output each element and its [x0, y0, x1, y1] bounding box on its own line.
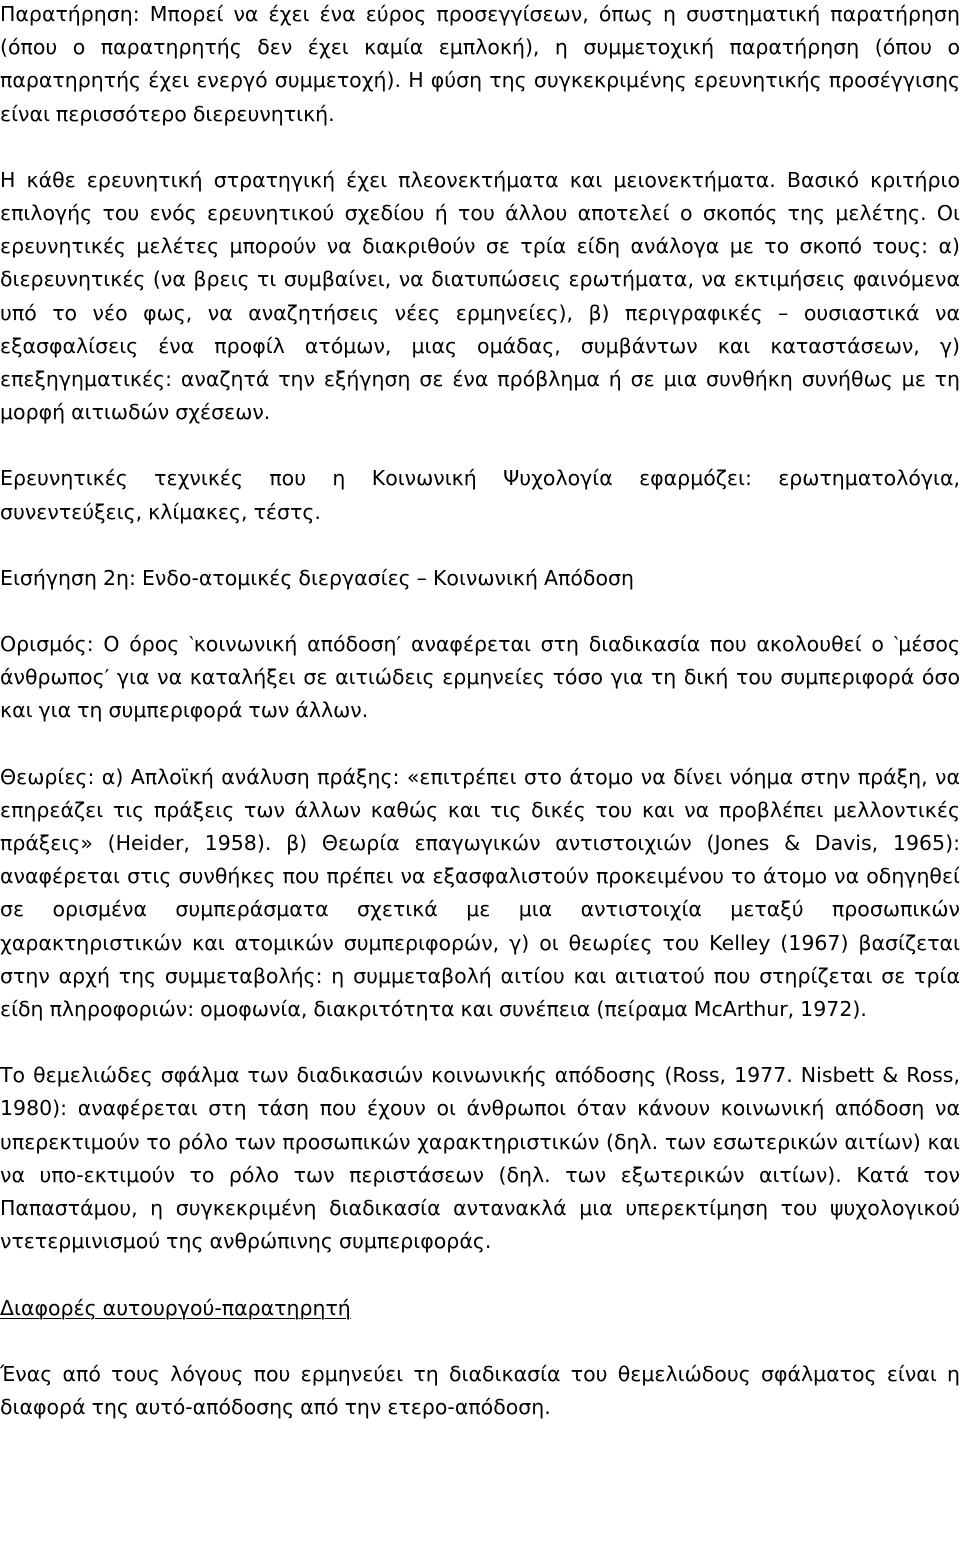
paragraph-definition: Ορισμός: Ο όρος ‵κοινωνική απόδοση′ αναφέρεται στη διαδικασία που ακολουθεί ο ‵μέσος άνθρωπος′ για να καταλήξει σε αιτιώδεις ερμηνείες τόσο για τη δική του συμπεριφορά όσο και για τη συμπεριφορά των άλλων. [0, 632, 960, 723]
paragraph-research-strategy: Η κάθε ερευνητική στρατηγική έχει πλεονεκτήματα και μειονεκτήματα. Βασικό κριτήριο επιλογής του ενός ερευνητικού σχεδίου ή του άλλου αποτελεί ο σκοπός της μελέτης. Οι ερευνητικές μελέτες μπορούν να διακριθούν σε τρία είδη ανάλογα με το σκοπό τους: α) διερευνητικές (να βρεις τι συμβαίνει, να διατυπώσεις ερωτήματα, να εκτιμήσεις φαινόμενα υπό το νέο φως, να αναζητήσεις νέες ερμηνείες), β) περιγραφικές – ουσιαστικά να εξασφαλίσεις ένα προφίλ ατόμων, μιας ομάδας, συμβάντων και καταστάσεων, γ) επεξηγηματικές: αναζητά την εξήγηση σε ένα πρόβλημα ή σε μια συνθήκη συνήθως με τη μορφή αιτιωδών σχέσεων. [0, 167, 960, 425]
paragraph-theories: Θεωρίες: α) Απλοϊκή ανάλυση πράξης: «επιτρέπει στο άτομο να δίνει νόημα στην πράξη, να επηρεάζει τις πράξεις των άλλων καθώς και τις δικές του και να προβλέπει μελλοντικές πράξεις» (Heider, 1958). β) Θεωρία επαγωγικών αντιστοιχιών (Jones & Davis, 1965): αναφέρεται στις συνθήκες που πρέπει να εξασφαλιστούν προκειμένου το άτομο να οδηγηθεί σε ορισμένα συμπεράσματα σχετικά με μια αντιστοιχία μεταξύ προσωπικών χαρακτηριστικών και ατομικών συμπεριφορών, γ) οι θεωρίες του Kelley (1967) βασίζεται στην αρχή της συμμεταβολής: η συμμεταβολή αιτίου και αιτιατού που στηρίζεται σε τρία είδη πληροφοριών: ομοφωνία, διακριτότητα και συνέπεια (πείραμα McArthur, 1972). [0, 764, 960, 1022]
paragraph-fundamental-error: Το θεμελιώδες σφάλμα των διαδικασιών κοινωνικής απόδοσης (Ross, 1977. Nisbett & Ross, 1980): αναφέρεται στη τάση που έχουν οι άνθρωποι όταν κάνουν κοινωνική απόδοση να υπερεκτιμούν το ρόλο των προσωπικών χαρακτηριστικών (δηλ. των εσωτερικών αιτίων) και να υπο-εκτιμούν το ρόλο των περιστάσεων (δηλ. των εξωτερικών αιτίων). Κατά τον Παπαστάμου, η συγκεκριμένη διαδικασία αντανακλά μια υπερεκτίμηση του ψυχολογικού ντετερμινισμού της ανθρώπινης συμπεριφοράς. [0, 1063, 960, 1254]
underlined-heading-text: Διαφορές αυτουργού-παρατηρητή [0, 1295, 351, 1320]
paragraph-research-techniques: Ερευνητικές τεχνικές που η Κοινωνική Ψυχολογία εφαρμόζει: ερωτηματολόγια, συνεντεύξεις, κλίμακες, τέστς. [0, 466, 960, 524]
section-heading-social-attribution: Εισήγηση 2η: Ενδο-ατομικές διεργασίες – Κοινωνική Απόδοση [0, 565, 634, 590]
section-heading-actor-observer [0, 1292, 960, 1325]
paragraph-observation: Παρατήρηση: Μπορεί να έχει ένα εύρος προσεγγίσεων, όπως η συστηματική παρατήρηση (όπου ο παρατηρητής δεν έχει καμία εμπλοκή), η συμμετοχική παρατήρηση (όπου ο παρατηρητής έχει ενεργό συμμετοχή). Η φύση της συγκεκριμένης ερευνητικής προσέγγισης είναι περισσότερο διερευνητική. [0, 2, 960, 126]
paragraph-actor-observer: Ένας από τους λόγους που ερμηνεύει τη διαδικασία του θεμελιώδους σφάλματος είναι η διαφορά της αυτό-απόδοσης από την ετερο-απόδοση. [0, 1361, 960, 1419]
